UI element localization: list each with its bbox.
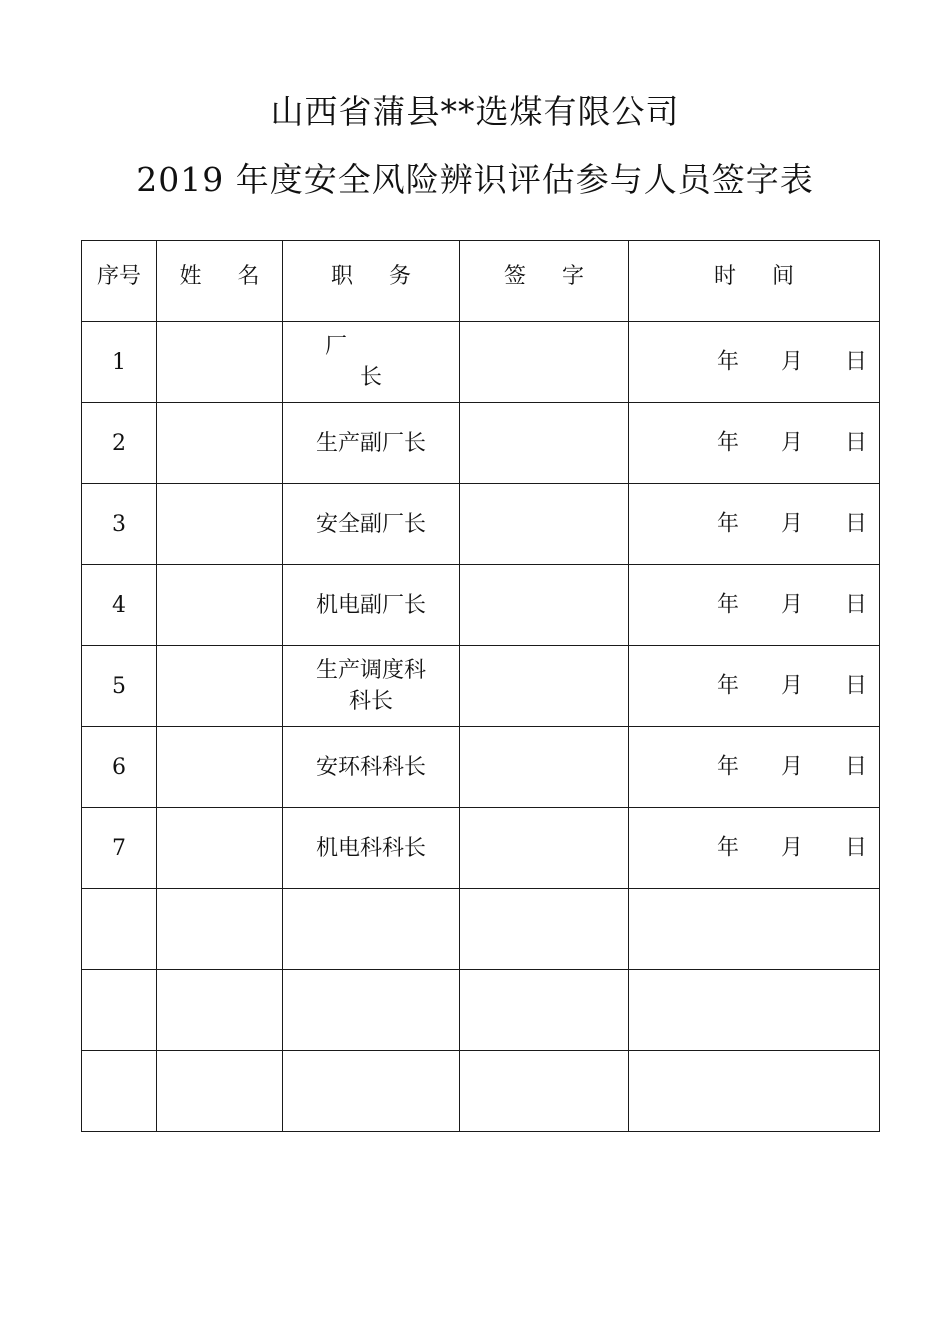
date-day-label: 日 — [844, 754, 867, 780]
signature-cell[interactable] — [460, 970, 629, 1051]
date-cell[interactable] — [629, 1051, 880, 1132]
signature-cell[interactable] — [460, 727, 629, 808]
date-cell[interactable] — [629, 565, 880, 646]
row-number — [82, 1051, 157, 1132]
date-year-label: 年 — [716, 511, 739, 537]
table-row — [82, 646, 880, 727]
date-month-label: 月 — [780, 430, 803, 456]
date-day-label: 日 — [844, 349, 867, 375]
date-labels — [717, 347, 867, 378]
position-label: 生产副厂长 — [315, 430, 426, 456]
row-number: 2 — [82, 403, 157, 484]
date-cell[interactable] — [629, 889, 880, 970]
table-header-row — [82, 241, 880, 322]
date-labels — [717, 752, 867, 783]
date-year-label: 年 — [716, 430, 739, 456]
position-cell — [283, 322, 460, 403]
table-row — [82, 484, 880, 565]
date-labels — [717, 671, 867, 702]
date-labels — [717, 833, 867, 864]
header-no: 序号 — [82, 241, 157, 322]
signature-cell[interactable] — [460, 889, 629, 970]
name-cell[interactable] — [157, 484, 283, 565]
signature-cell[interactable] — [460, 403, 629, 484]
position-cell — [283, 565, 460, 646]
position-label: 安环科科长 — [315, 754, 426, 780]
date-month-label: 月 — [780, 511, 803, 537]
date-cell[interactable] — [629, 727, 880, 808]
date-day-label: 日 — [844, 430, 867, 456]
table-row — [82, 565, 880, 646]
header-position: 职务 — [283, 241, 460, 322]
date-month-label: 月 — [780, 754, 803, 780]
row-number — [82, 889, 157, 970]
document-title: 山西省蒲县**选煤有限公司 — [270, 92, 680, 131]
position-cell — [283, 646, 460, 727]
table-body — [82, 322, 880, 1132]
row-number: 3 — [82, 484, 157, 565]
date-day-label: 日 — [844, 835, 867, 861]
date-year-label: 年 — [716, 349, 739, 375]
date-year-label: 年 — [716, 673, 739, 699]
date-month-label: 月 — [780, 835, 803, 861]
signature-table — [81, 240, 880, 1132]
date-cell[interactable] — [629, 322, 880, 403]
date-month-label: 月 — [780, 349, 803, 375]
name-cell[interactable] — [157, 565, 283, 646]
document-subtitle: 2019 年度安全风险辨识评估参与人员签字表 — [136, 160, 814, 199]
signature-cell[interactable] — [460, 322, 629, 403]
position-cell — [283, 727, 460, 808]
date-year-label: 年 — [716, 835, 739, 861]
date-year-label: 年 — [716, 592, 739, 618]
position-cell — [283, 808, 460, 889]
date-cell[interactable] — [629, 403, 880, 484]
position-cell — [283, 970, 460, 1051]
date-labels — [717, 509, 867, 540]
table-row — [82, 727, 880, 808]
position-cell — [283, 403, 460, 484]
name-cell[interactable] — [157, 322, 283, 403]
table-row — [82, 403, 880, 484]
name-cell[interactable] — [157, 1051, 283, 1132]
name-cell[interactable] — [157, 808, 283, 889]
date-month-label: 月 — [780, 592, 803, 618]
blank-table-row — [82, 970, 880, 1051]
date-day-label: 日 — [844, 511, 867, 537]
header-name: 姓名 — [157, 241, 283, 322]
date-cell[interactable] — [629, 970, 880, 1051]
signature-cell[interactable] — [460, 484, 629, 565]
row-number: 1 — [82, 322, 157, 403]
header-signature: 签字 — [460, 241, 629, 322]
position-label: 安全副厂长 — [315, 511, 426, 537]
row-number — [82, 970, 157, 1051]
position-cell — [283, 889, 460, 970]
row-number: 5 — [82, 646, 157, 727]
position-cell — [283, 1051, 460, 1132]
blank-table-row — [82, 889, 880, 970]
row-number: 6 — [82, 727, 157, 808]
name-cell[interactable] — [157, 727, 283, 808]
signature-cell[interactable] — [460, 808, 629, 889]
date-labels — [717, 428, 867, 459]
position-cell — [283, 484, 460, 565]
date-year-label: 年 — [716, 754, 739, 780]
date-cell[interactable] — [629, 484, 880, 565]
table-row — [82, 808, 880, 889]
position-label: 生产调度科科长 — [315, 658, 426, 714]
table-row — [82, 322, 880, 403]
row-number: 7 — [82, 808, 157, 889]
date-cell[interactable] — [629, 646, 880, 727]
position-label: 机电科科长 — [315, 835, 426, 861]
name-cell[interactable] — [157, 403, 283, 484]
date-day-label: 日 — [844, 673, 867, 699]
date-cell[interactable] — [629, 808, 880, 889]
position-label: 机电副厂长 — [315, 592, 426, 618]
signature-cell[interactable] — [460, 565, 629, 646]
date-day-label: 日 — [844, 592, 867, 618]
row-number: 4 — [82, 565, 157, 646]
name-cell[interactable] — [157, 646, 283, 727]
name-cell[interactable] — [157, 889, 283, 970]
signature-cell[interactable] — [460, 1051, 629, 1132]
blank-table-row — [82, 1051, 880, 1132]
date-month-label: 月 — [780, 673, 803, 699]
signature-cell[interactable] — [460, 646, 629, 727]
name-cell[interactable] — [157, 970, 283, 1051]
header-time: 时间 — [629, 241, 880, 322]
position-label: 厂长 — [324, 334, 452, 390]
date-labels — [717, 590, 867, 621]
